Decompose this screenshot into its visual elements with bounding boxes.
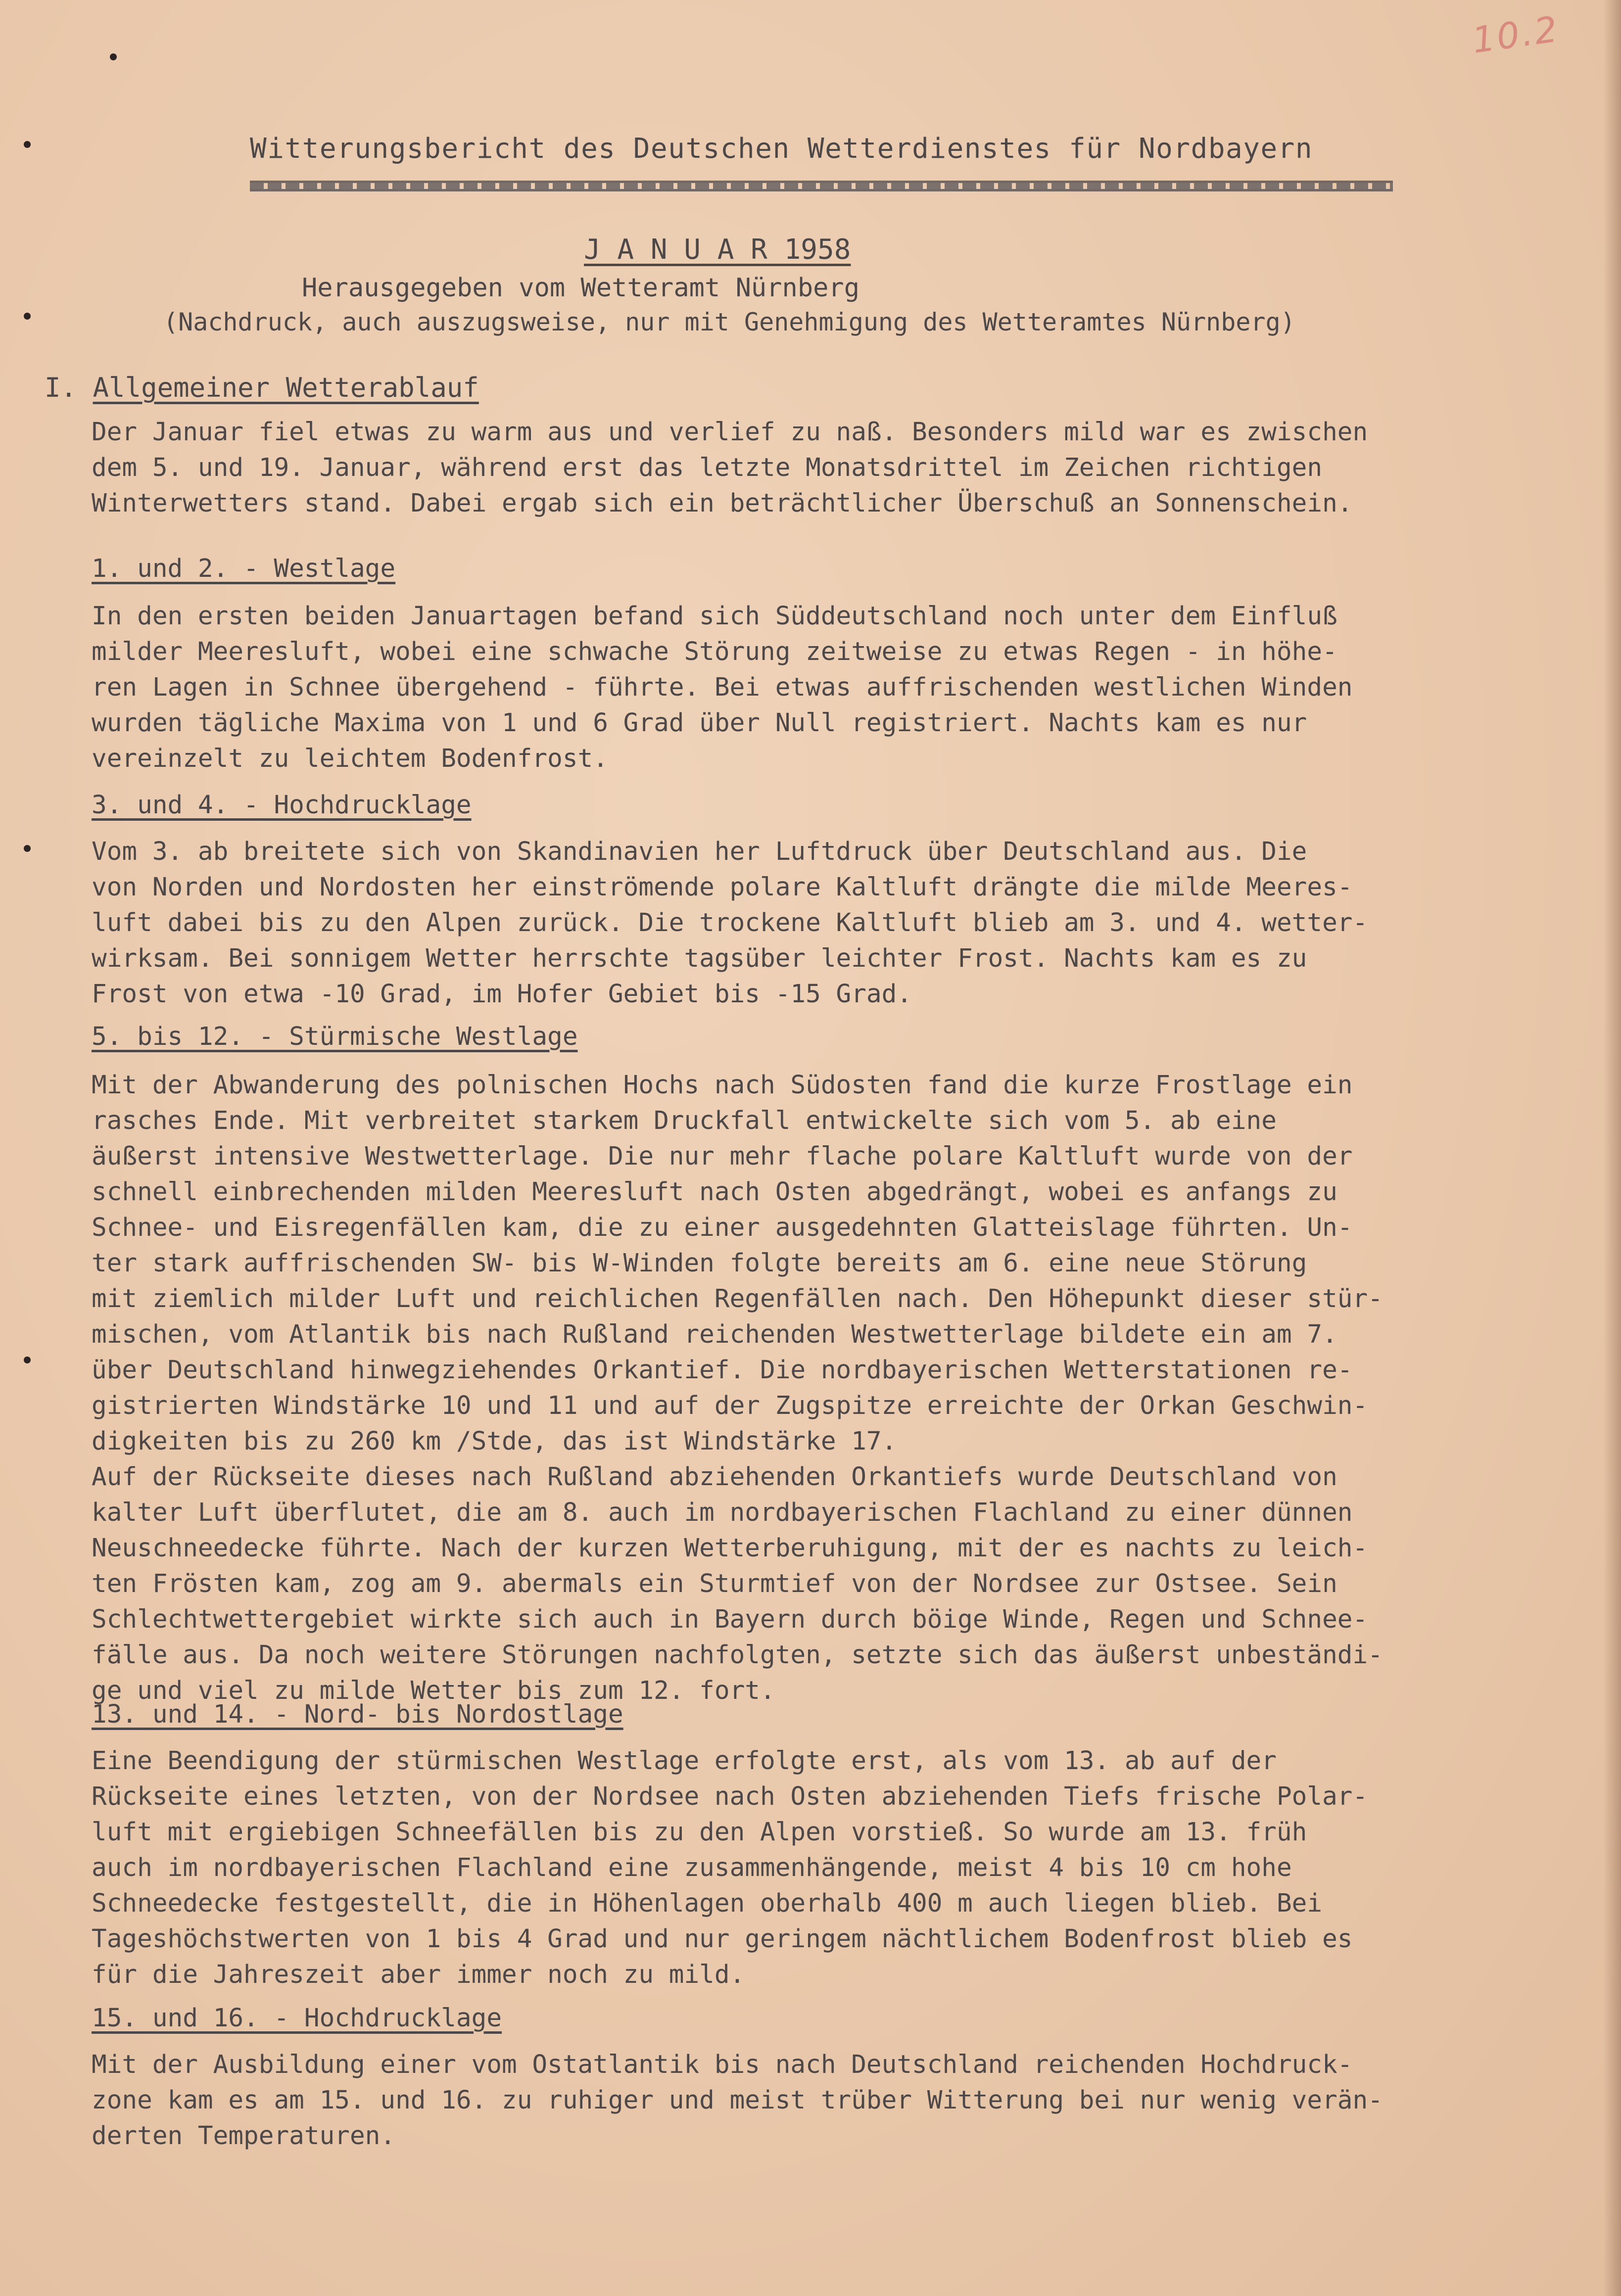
text-line: digkeiten bis zu 260 km /Stde, das ist Windstärke 17.: [92, 1427, 897, 1456]
page-edge-shadow: [1603, 0, 1621, 2296]
text-line: dem 5. und 19. Januar, während erst das letzte Monatsdrittel im Zeichen richtigen: [92, 453, 1323, 482]
text-line: wirksam. Bei sonnigem Wetter herrschte tagsüber leichter Frost. Nachts kam es zu: [92, 944, 1307, 973]
text-line: luft dabei bis zu den Alpen zurück. Die trockene Kaltluft blieb am 3. und 4. wetter-: [92, 908, 1368, 937]
text-line: Schnee- und Eisregenfällen kam, die zu einer ausgedehnten Glatteislage führten. Un-: [92, 1213, 1353, 1242]
period-heading: 3. und 4. - Hochdrucklage: [92, 791, 472, 820]
intro-paragraph: [92, 415, 1606, 521]
text-line: In den ersten beiden Januartagen befand sich Süddeutschland noch unter dem Einfluß: [92, 602, 1337, 631]
text-line: Schneedecke festgestellt, die in Höhenlagen oberhalb 400 m auch liegen blieb. Bei: [92, 1889, 1323, 1918]
text-line: vereinzelt zu leichtem Bodenfrost.: [92, 744, 608, 773]
period-heading: 13. und 14. - Nord- bis Nordostlage: [92, 1700, 623, 1729]
section-number: I.: [45, 372, 77, 403]
section-title: Allgemeiner Wetterablauf: [93, 372, 479, 403]
text-line: kalter Luft überflutet, die am 8. auch im nordbayerischen Flachland zu einer dünnen: [92, 1498, 1353, 1527]
text-line: Mit der Ausbildung einer vom Ostatlantik bis nach Deutschland reichenden Hochdruck-: [92, 2050, 1353, 2079]
text-line: über Deutschland hinwegziehendes Orkantief. Die nordbayerischen Wetterstationen re-: [92, 1356, 1353, 1385]
text-line: ter stark auffrischenden SW- bis W-Winden folgte bereits am 6. eine neue Störung: [92, 1249, 1307, 1278]
period-heading: 5. bis 12. - Stürmische Westlage: [92, 1022, 578, 1051]
text-line: luft mit ergiebigen Schneefällen bis zu den Alpen vorstieß. So wurde am 13. früh: [92, 1818, 1307, 1847]
punch-hole-mark: [24, 845, 31, 852]
text-line: für die Jahreszeit aber immer noch zu mild.: [92, 1960, 745, 1989]
text-line: wurden tägliche Maxima von 1 und 6 Grad über Null registriert. Nachts kam es nur: [92, 708, 1307, 738]
period-paragraph: [92, 834, 1606, 1012]
text-line: mischen, vom Atlantik bis nach Rußland reichenden Westwetterlage bildete ein am 7.: [92, 1320, 1337, 1349]
title-double-rule: [250, 181, 1393, 191]
text-line: Frost von etwa -10 Grad, im Hofer Gebiet bis -15 Grad.: [92, 980, 912, 1009]
publisher-line: Herausgegeben vom Wetteramt Nürnberg: [302, 273, 860, 303]
punch-hole-mark: [24, 313, 31, 320]
text-line: schnell einbrechenden milden Meeresluft nach Osten abgedrängt, wobei es anfangs zu: [92, 1177, 1337, 1207]
text-line: Der Januar fiel etwas zu warm aus und verlief zu naß. Besonders mild war es zwischen: [92, 418, 1368, 447]
period-paragraph: [92, 599, 1606, 777]
report-month: J A N U A R 1958: [584, 234, 851, 266]
period-heading: 15. und 16. - Hochdrucklage: [92, 2004, 502, 2033]
text-line: ge und viel zu milde Wetter bis zum 12. fort.: [92, 1676, 775, 1705]
punch-hole-mark: [24, 1357, 31, 1363]
punch-hole-mark: [24, 141, 31, 148]
text-line: Mit der Abwanderung des polnischen Hochs nach Südosten fand die kurze Frostlage ein: [92, 1071, 1353, 1100]
text-line: rasches Ende. Mit verbreitet starkem Druckfall entwickelte sich vom 5. ab eine: [92, 1106, 1277, 1135]
period-paragraph: [92, 2047, 1606, 2154]
text-line: Schlechtwettergebiet wirkte sich auch in Bayern durch böige Winde, Regen und Schnee-: [92, 1605, 1368, 1634]
text-line: derten Temperaturen.: [92, 2121, 396, 2151]
period-paragraph: [92, 1068, 1606, 1709]
text-line: zone kam es am 15. und 16. zu ruhiger und meist trüber Witterung bei nur wenig verän-: [92, 2086, 1383, 2115]
section-heading: [45, 372, 479, 403]
text-line: Tageshöchstwerten von 1 bis 4 Grad und nur geringem nächtlichem Bodenfrost blieb es: [92, 1924, 1353, 1954]
text-line: Neuschneedecke führte. Nach der kurzen Wetterberuhigung, mit der es nachts zu leich-: [92, 1534, 1368, 1563]
text-line: Vom 3. ab breitete sich von Skandinavien her Luftdruck über Deutschland aus. Die: [92, 837, 1307, 866]
text-line: Eine Beendigung der stürmischen Westlage erfolgte erst, als vom 13. ab auf der: [92, 1746, 1277, 1776]
page-number: 10.2: [1470, 8, 1562, 61]
text-line: fälle aus. Da noch weitere Störungen nachfolgten, setzte sich das äußerst unbeständi-: [92, 1640, 1383, 1670]
punch-hole-mark: [110, 53, 117, 60]
text-line: gistrierten Windstärke 10 und 11 und auf der Zugspitze erreichte der Orkan Geschwin-: [92, 1391, 1368, 1420]
text-line: von Norden und Nordosten her einströmende polare Kaltluft drängte die milde Meeres-: [92, 873, 1353, 902]
period-heading: 1. und 2. - Westlage: [92, 554, 396, 583]
text-line: milder Meeresluft, wobei eine schwache Störung zeitweise zu etwas Regen - in höhe-: [92, 637, 1337, 666]
text-line: ren Lagen in Schnee übergehend - führte. Bei etwas auffrischenden westlichen Winden: [92, 673, 1353, 702]
text-line: ten Frösten kam, zog am 9. abermals ein Sturmtief von der Nordsee zur Ostsee. Sein: [92, 1569, 1337, 1598]
text-line: Rückseite eines letzten, von der Nordsee nach Osten abziehenden Tiefs frische Polar-: [92, 1782, 1368, 1811]
text-line: Auf der Rückseite dieses nach Rußland abziehenden Orkantiefs wurde Deutschland von: [92, 1462, 1337, 1492]
text-line: mit ziemlich milder Luft und reichlichen Regenfällen nach. Den Höhepunkt dieser stür-: [92, 1284, 1383, 1313]
report-title: Witterungsbericht des Deutschen Wetterdienstes für Nordbayern: [250, 133, 1313, 165]
text-line: auch im nordbayerischen Flachland eine zusammenhängende, meist 4 bis 10 cm hohe: [92, 1853, 1292, 1882]
text-line: Winterwetters stand. Dabei ergab sich ein beträchtlicher Überschuß an Sonnenschein.: [92, 489, 1353, 518]
text-line: äußerst intensive Westwetterlage. Die nur mehr flache polare Kaltluft wurde von der: [92, 1142, 1353, 1171]
reprint-note: (Nachdruck, auch auszugsweise, nur mit Genehmigung des Wetteramtes Nürnberg): [163, 308, 1295, 336]
period-paragraph: [92, 1743, 1606, 1993]
